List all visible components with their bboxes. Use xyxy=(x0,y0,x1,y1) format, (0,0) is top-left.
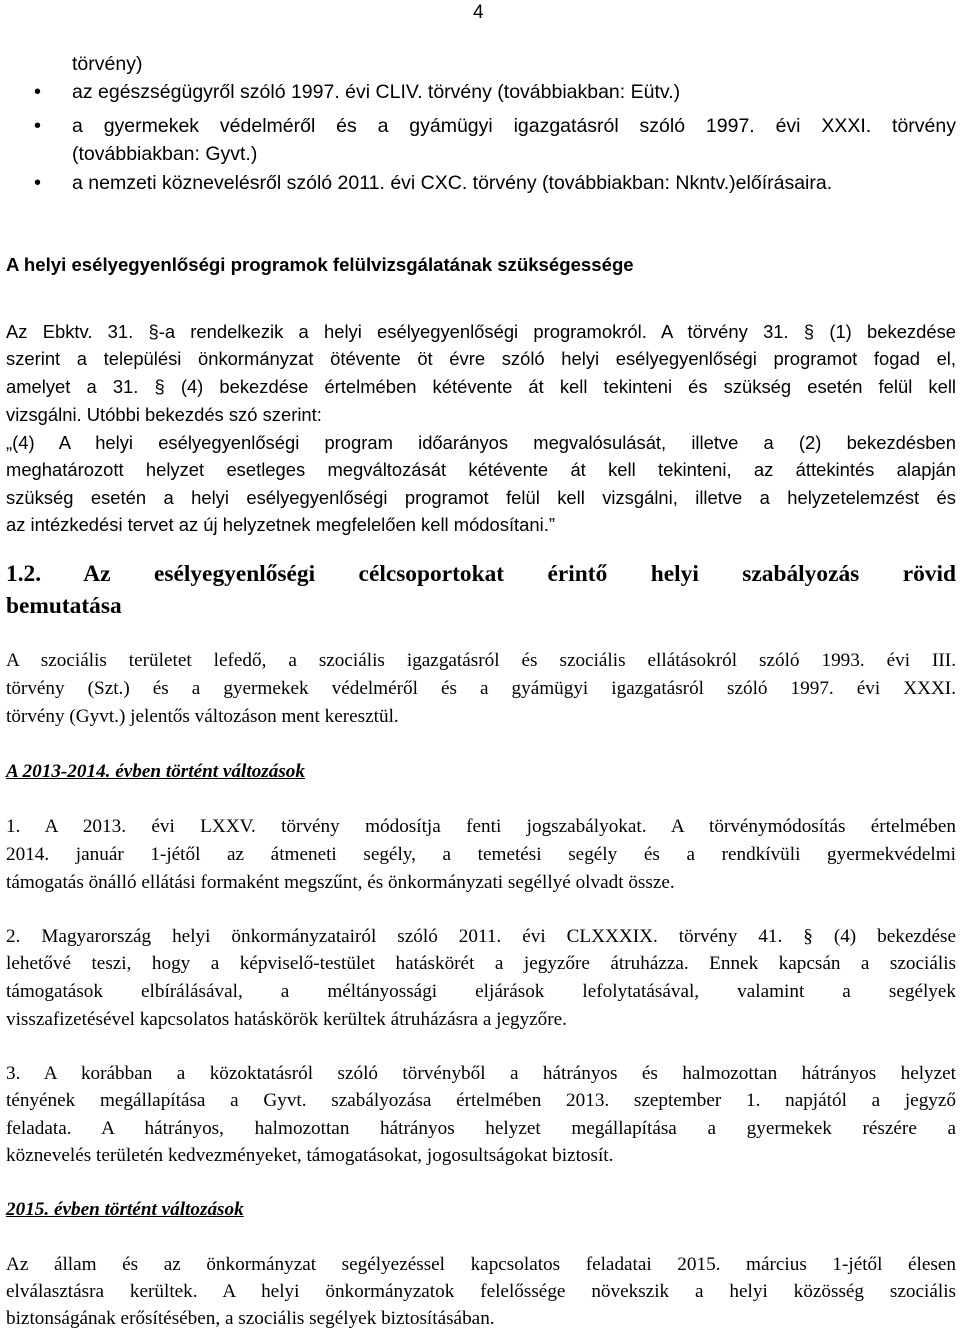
list-item-line: köznevelés területén kedvezményeket, támogatásokat, jogosultságokat biztosít. xyxy=(6,1145,614,1166)
paragraph-line: törvény (Szt.) és a gyermekek védelméről és a gyámügyi igazgatásról szóló 1997. évi XXXI. xyxy=(6,678,956,699)
paragraph-line: törvény (Gyvt.) jelentős változáson ment keresztül. xyxy=(6,706,399,727)
bullet-item-continuation: (továbbiakban: Gyvt.) xyxy=(72,143,258,165)
bullet-dot-icon: • xyxy=(34,115,42,137)
list-item-line: támogatások elbírálásával, a méltányossági eljárások lefolytatásával, valamint a segélyek xyxy=(6,981,956,1002)
quote-line: „(4) A helyi esélyegyenlőségi program időarányos megvalósulását, illetve a (2) bekezdésben xyxy=(6,432,956,453)
chapter-heading: 1.2. Az esélyegyenlőségi célcsoportokat érintő helyi szabályozás rövid xyxy=(6,561,956,587)
section-heading: A helyi esélyegyenlőségi programok felülvizsgálatának szükségessége xyxy=(6,254,634,275)
bullet-continuation: törvény) xyxy=(72,53,143,75)
paragraph-line: Az Ebktv. 31. §-a rendelkezik a helyi esélyegyenlőségi programokról. A törvény 31. § (1) bekezdése xyxy=(6,321,956,342)
paragraph-line: elválasztásra kerültek. A helyi önkormányzatok felelőssége növekszik a helyi közösség szociális xyxy=(6,1281,956,1302)
page-number: 4 xyxy=(473,2,484,23)
list-item-line: 3. A korábban a közoktatásról szóló törvényből a hátrányos és halmozottan hátrányos helyzet xyxy=(6,1063,956,1084)
bullet-item: a nemzeti köznevelésről szóló 2011. évi CXC. törvény (továbbiakban: Nkntv.)előírásaira. xyxy=(72,172,833,194)
chapter-heading-continuation: bemutatása xyxy=(6,593,122,619)
bullet-item: az egészségügyről szóló 1997. évi CLIV. törvény (továbbiakban: Eütv.) xyxy=(72,81,681,103)
bullet-item: a gyermekek védelméről és a gyámügyi igazgatásról szóló 1997. évi XXXI. törvény xyxy=(72,115,956,137)
list-item-line: 2014. január 1-jétől az átmeneti segély, a temetési segély és a rendkívüli gyermekvédelmi xyxy=(6,844,956,865)
paragraph-line: A szociális területet lefedő, a szociális igazgatásról és szociális ellátásokról szóló 1993. évi III. xyxy=(6,650,956,671)
paragraph-line: szerint a települési önkormányzat ötévente öt évre szóló helyi esélyegyenlőségi programot fogad el, xyxy=(6,348,956,369)
subheading-2015: 2015. évben történt változások xyxy=(6,1199,244,1220)
paragraph-line: Az állam és az önkormányzat segélyezéssel kapcsolatos feladatai 2015. március 1-jétől élesen xyxy=(6,1254,956,1275)
bullet-dot-icon: • xyxy=(34,172,42,194)
list-item-line: tényének megállapítása a Gyvt. szabályozása értelmében 2013. szeptember 1. napjától a jegyző xyxy=(6,1090,956,1111)
list-item-line: 2. Magyarország helyi önkormányzatairól szóló 2011. évi CLXXXIX. törvény 41. § (4) bekezdése xyxy=(6,926,956,947)
subheading-2013-2014: A 2013-2014. évben történt változások xyxy=(6,761,305,782)
paragraph-line: biztonságának erősítésében, a szociális segélyek biztosításában. xyxy=(6,1308,495,1329)
bullet-dot-icon: • xyxy=(34,81,42,103)
quote-line: az intézkedési tervet az új helyzetnek megfelelően kell módosítani.” xyxy=(6,514,555,535)
list-item-line: visszafizetésével kapcsolatos hatáskörök kerültek átruházásra a jegyzőre. xyxy=(6,1009,567,1030)
quote-line: szükség esetén a helyi esélyegyenlőségi programot felül kell vizsgálni, illetve a helyzetelemzést és xyxy=(6,487,956,508)
list-item-line: 1. A 2013. évi LXXV. törvény módosítja fenti jogszabályokat. A törvénymódosítás értelmében xyxy=(6,816,956,837)
quote-line: meghatározott helyzet esetleges megváltozását kétévente át kell tekinteni, az áttekintés alapján xyxy=(6,459,956,480)
list-item-line: lehetővé teszi, hogy a képviselő-testület hatáskörét a jegyzőre átruházza. Ennek kapcsán a szociális xyxy=(6,953,956,974)
paragraph-line: vizsgálni. Utóbbi bekezdés szó szerint: xyxy=(6,404,322,425)
list-item-line: feladata. A hátrányos, halmozottan hátrányos helyzet megállapítása a gyermekek részére a xyxy=(6,1118,956,1139)
paragraph-line: amelyet a 31. § (4) bekezdése értelmében kétévente át kell tekinteni és szükség esetén felül kell xyxy=(6,376,956,397)
list-item-line: támogatás önálló ellátási formaként megszűnt, és önkormányzati segéllyé olvadt össze. xyxy=(6,872,675,893)
